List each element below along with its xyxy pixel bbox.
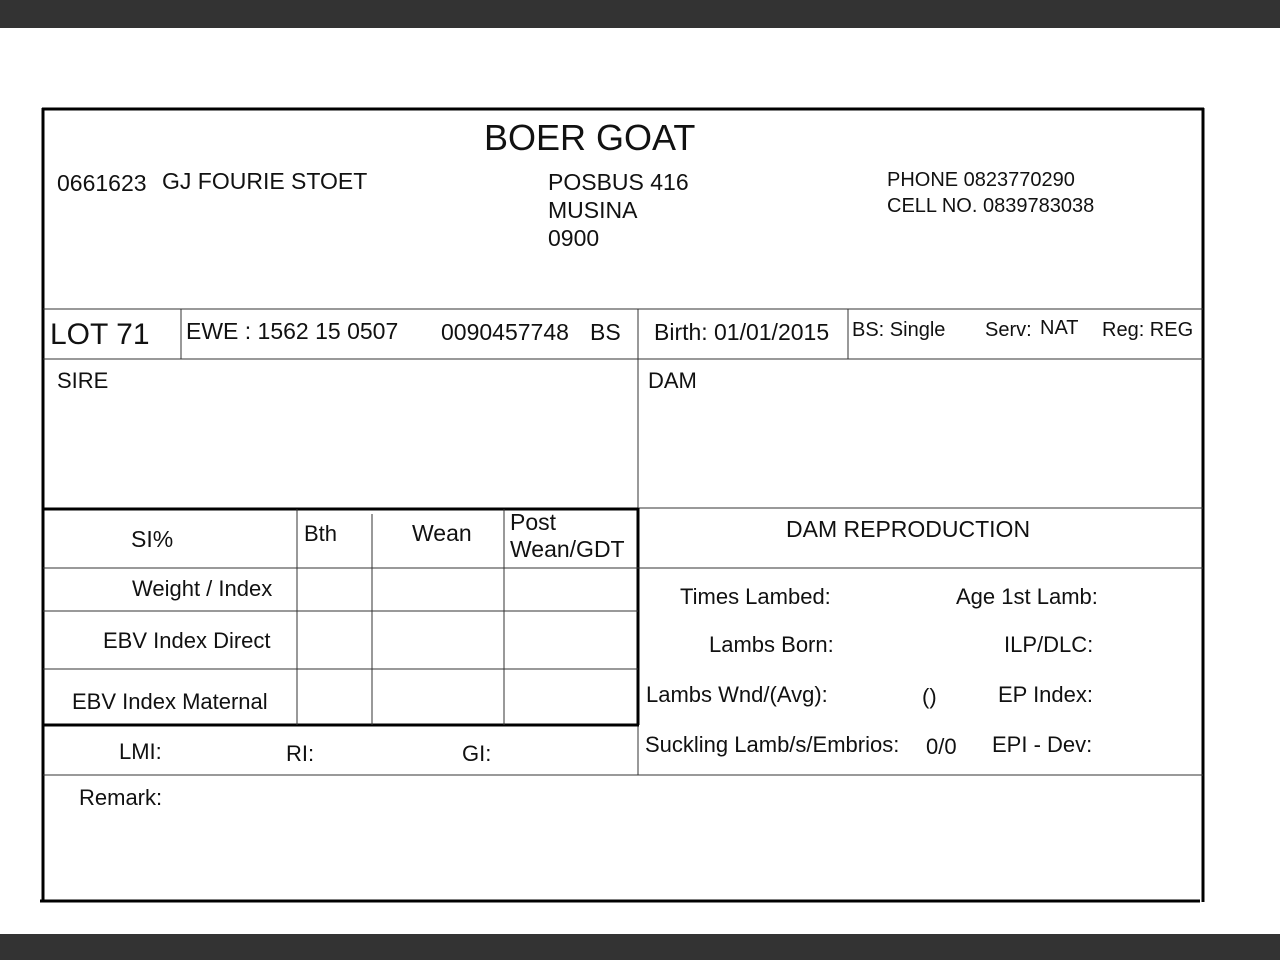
col-wean: Wean (412, 520, 472, 546)
address-line-3: 0900 (548, 225, 600, 251)
cell-number: CELL NO. 0839783038 (887, 195, 1095, 217)
address-line-2: MUSINA (548, 197, 638, 223)
ilp-dlc-label: ILP/DLC: (1004, 632, 1094, 657)
dam-reproduction-heading: DAM REPRODUCTION (786, 516, 1031, 542)
col-post-line2: Wean/GDT (510, 536, 625, 562)
ep-index-label: EP Index: (998, 682, 1093, 707)
age-first-lamb-label: Age 1st Lamb: (956, 584, 1098, 609)
suckling-label: Suckling Lamb/s/Embrios: (645, 732, 900, 757)
serv-value: NAT (1040, 317, 1079, 339)
phone-number: PHONE 0823770290 (887, 169, 1075, 191)
registration-id: 0090457748 (441, 319, 569, 345)
birth-status: BS: Single (852, 319, 946, 341)
lambs-born-label: Lambs Born: (709, 632, 834, 657)
col-post-line1: Post (510, 509, 557, 535)
birth-label: Birth: (654, 319, 708, 345)
breeder-name: GJ FOURIE STOET (162, 168, 368, 194)
times-lambed-label: Times Lambed: (680, 584, 831, 609)
ewe-id: EWE : 1562 15 0507 (186, 318, 399, 344)
breed-code: BS (590, 319, 621, 345)
serv-label: Serv: (985, 319, 1032, 341)
sire-label: SIRE (57, 368, 109, 393)
row-weight-index: Weight / Index (132, 576, 273, 601)
si-percent-label: SI% (131, 526, 174, 552)
row-ebv-direct: EBV Index Direct (103, 628, 271, 653)
suckling-value: 0/0 (926, 734, 957, 759)
breeder-code: 0661623 (57, 170, 147, 196)
col-bth: Bth (304, 521, 338, 546)
remark-label: Remark: (79, 785, 163, 810)
ri-label: RI: (286, 741, 315, 766)
card-title: BOER GOAT (484, 117, 696, 158)
reg-status: Reg: REG (1102, 319, 1194, 341)
lambs-weaned-value: () (922, 684, 937, 709)
address-line-1: POSBUS 416 (548, 169, 689, 195)
lot-number: LOT 71 (50, 318, 150, 351)
row-ebv-maternal: EBV Index Maternal (72, 689, 268, 714)
dam-label: DAM (648, 368, 697, 393)
lambs-weaned-label: Lambs Wnd/(Avg): (646, 682, 828, 707)
epi-dev-label: EPI - Dev: (992, 732, 1093, 757)
lmi-label: LMI: (119, 739, 162, 764)
birth-date: 01/01/2015 (714, 319, 830, 345)
gi-label: GI: (462, 741, 492, 766)
